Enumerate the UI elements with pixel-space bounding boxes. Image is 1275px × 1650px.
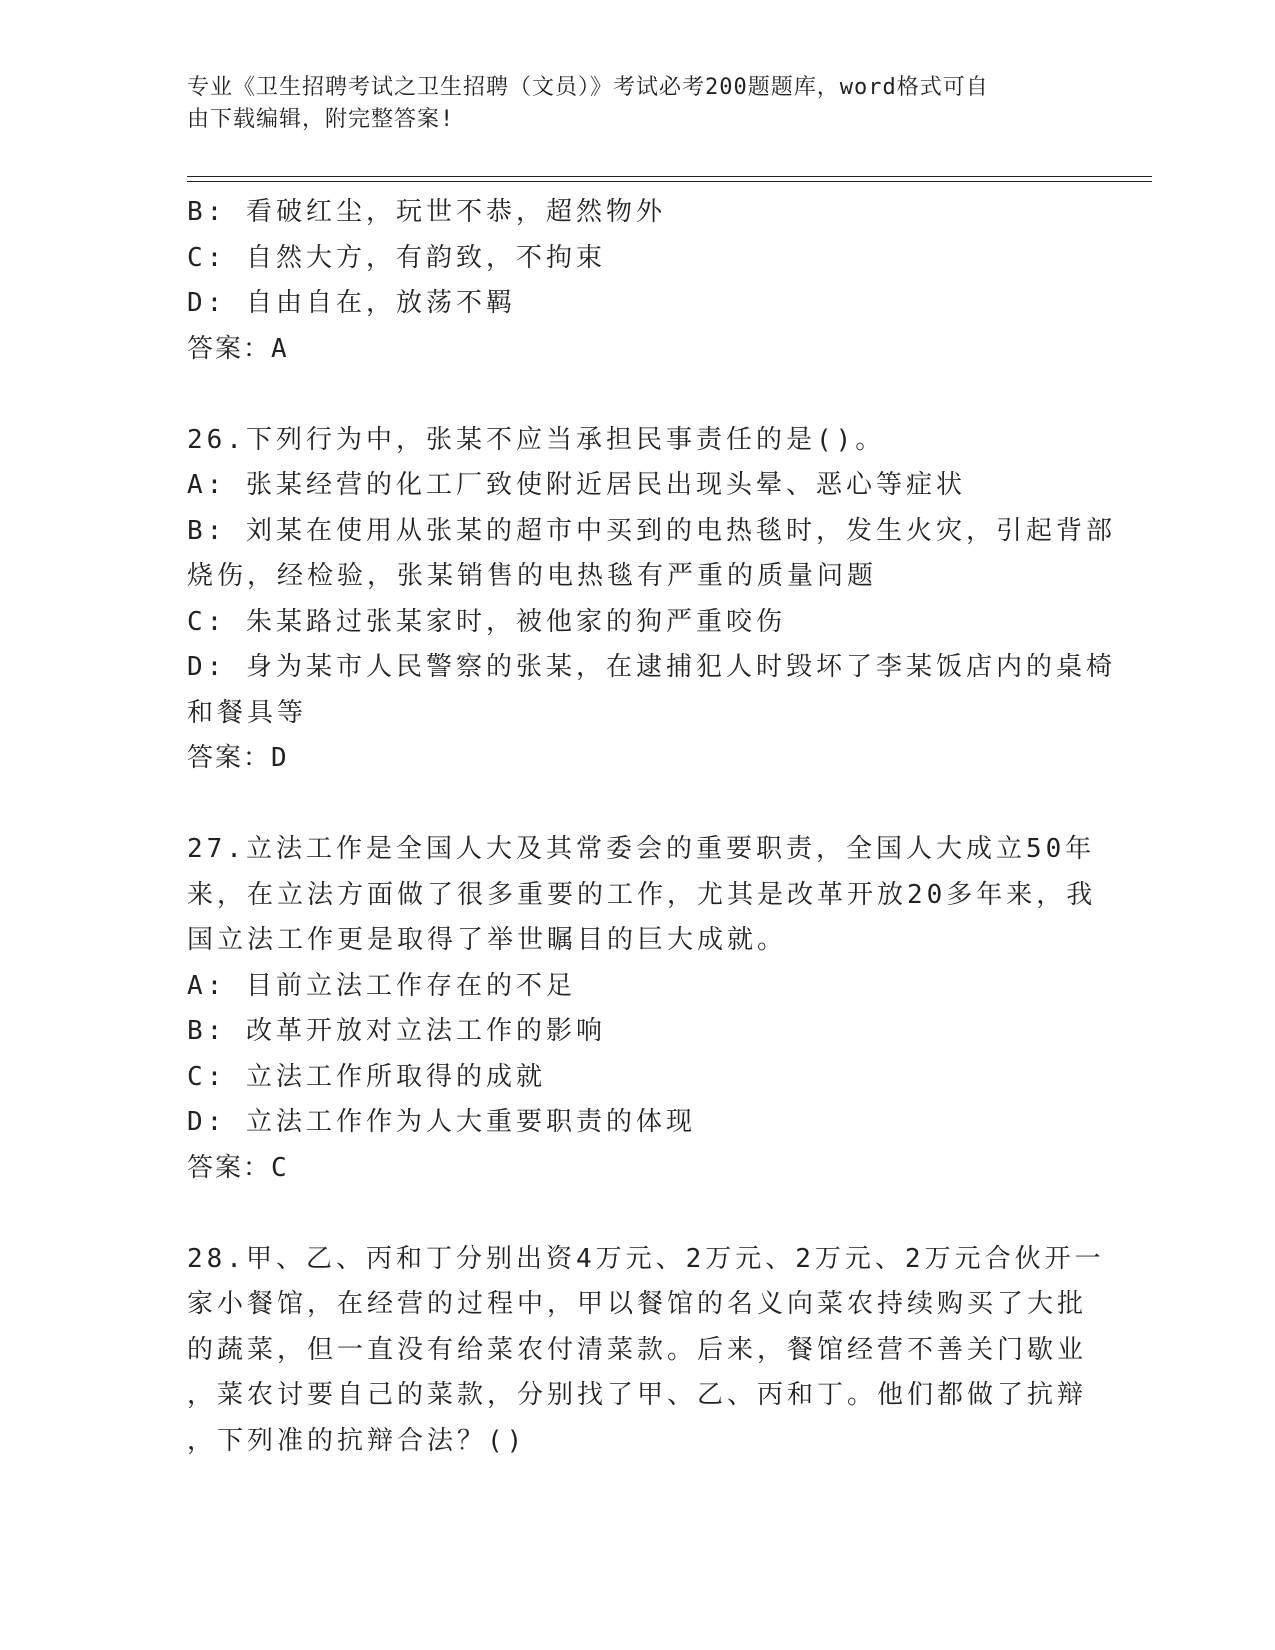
q25-answer: 答案：A (187, 333, 289, 364)
q26-option-d-line-1: D: 身为某市人民警察的张某，在逮捕犯人时毁坏了李某饭店内的桌椅 (187, 652, 1116, 682)
q27-stem-line-3: 国立法工作更是取得了举世瞩目的巨大成就。 (187, 925, 788, 955)
question-26-block (187, 418, 1116, 782)
q26-option-c: C: 朱某路过张某家时，被他家的狗严重咬伤 (187, 606, 786, 637)
header-line-2: 由下载编辑，附完整答案! (187, 107, 455, 132)
q25-option-d: D: 自由自在，放荡不羁 (187, 288, 516, 318)
q28-stem-line-4: ，菜农讨要自己的菜款，分别找了甲、乙、丙和丁。他们都做了抗辩 (187, 1380, 1088, 1410)
question-28-block (187, 1237, 1105, 1465)
q26-option-d-line-2: 和餐具等 (187, 697, 308, 728)
q28-stem-line-1: 28.甲、乙、丙和丁分别出资4万元、2万元、2万元、2万元合伙开一 (187, 1243, 1105, 1274)
q27-answer: 答案：C (187, 1152, 289, 1183)
spacer (187, 782, 1087, 828)
spacer (187, 1191, 1087, 1237)
q26-stem: 26.下列行为中，张某不应当承担民事责任的是()。 (187, 424, 886, 455)
q26-option-b-line-2: 烧伤，经检验，张某销售的电热毯有严重的质量问题 (187, 561, 878, 591)
q27-option-c: C: 立法工作所取得的成就 (187, 1061, 546, 1092)
q25-option-b: B: 看破红尘，玩世不恭，超然物外 (187, 197, 666, 227)
q26-answer: 答案：D (187, 743, 289, 773)
question-27-block (187, 827, 1097, 1191)
q27-stem-line-1: 27.立法工作是全国人大及其常委会的重要职责，全国人大成立50年 (187, 834, 1096, 864)
q27-option-d: D: 立法工作作为人大重要职责的体现 (187, 1107, 696, 1137)
spacer (187, 372, 1087, 418)
q26-option-a: A: 张某经营的化工厂致使附近居民出现头晕、恶心等症状 (187, 470, 966, 500)
q27-option-a: A: 目前立法工作存在的不足 (187, 970, 576, 1001)
q27-stem-line-2: 来，在立法方面做了很多重要的工作，尤其是改革开放20多年来，我 (187, 879, 1097, 910)
q27-option-b: B: 改革开放对立法工作的影响 (187, 1016, 606, 1046)
question-content (187, 190, 1116, 1464)
q26-option-b-line-1: B: 刘某在使用从张某的超市中买到的电热毯时，发生火灾，引起背部 (187, 515, 1116, 546)
q28-stem-line-5: ，下列准的抗辩合法？() (187, 1425, 527, 1456)
q25-option-c: C: 自然大方，有韵致，不拘束 (187, 242, 606, 273)
header-divider-top (187, 176, 1152, 177)
q28-stem-line-2: 家小餐馆，在经营的过程中，甲以餐馆的名义向菜农持续购买了大批 (187, 1289, 1088, 1319)
question-25-block (187, 190, 1087, 372)
q28-stem-line-3: 的蔬菜，但一直没有给菜农付清菜款。后来，餐馆经营不善关门歇业 (187, 1334, 1088, 1365)
header-line-1: 专业《卫生招聘考试之卫生招聘（文员）》考试必考200题题库，word格式可自 (187, 75, 989, 100)
header-divider-bottom (187, 181, 1152, 182)
page-header (187, 72, 1067, 136)
